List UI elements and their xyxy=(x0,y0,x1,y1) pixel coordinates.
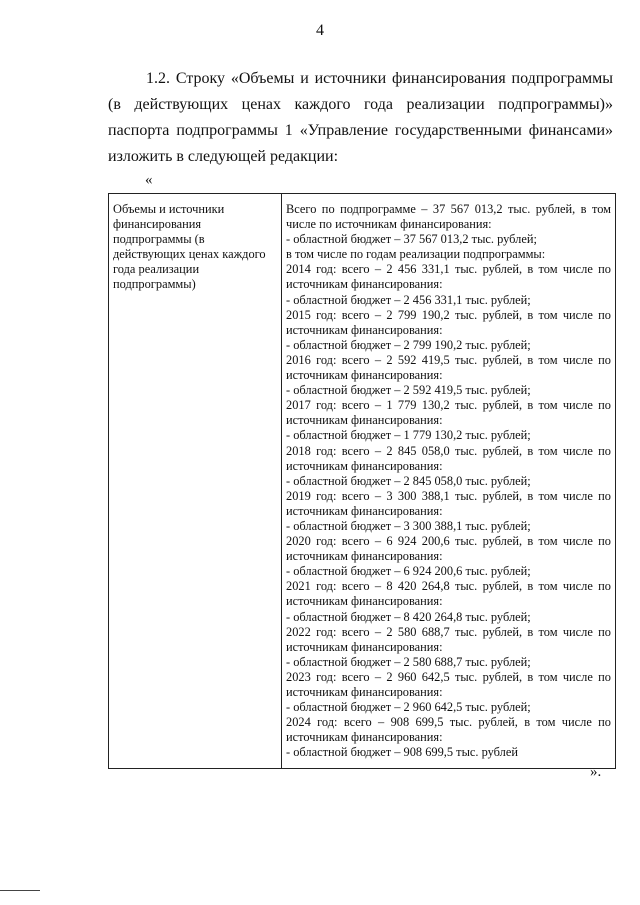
value-line: - областной бюджет – 8 420 264,8 тыс. рублей; xyxy=(286,609,531,624)
value-line: - областной бюджет – 6 924 200,6 тыс. рублей; xyxy=(286,564,531,579)
value-line: 2017 год: всего – 1 779 130,2 тыс. рублей, в том числе по источникам финансирования: xyxy=(286,398,611,428)
value-line: 2018 год: всего – 2 845 058,0 тыс. рублей, в том числе по источникам финансирования: xyxy=(286,443,611,473)
value-line: 2022 год: всего – 2 580 688,7 тыс. рублей, в том числе по источникам финансирования: xyxy=(286,624,611,654)
intro-text: 1.2. Строку «Объемы и источники финансирования подпрограммы (в действующих ценах каждого года реализации подпрограммы)» паспорта подпрограммы 1 «Управление государственными финансами» изложить в следующей редакции: xyxy=(108,70,613,165)
value-line: 2015 год: всего – 2 799 190,2 тыс. рублей, в том числе по источникам финансирования: xyxy=(286,307,611,337)
value-line: в том числе по годам реализации подпрограммы: xyxy=(286,247,546,262)
value-line: 2024 год: всего – 908 699,5 тыс. рублей, в том числе по источникам финансирования: xyxy=(286,715,611,745)
value-line: - областной бюджет – 2 456 331,1 тыс. рублей; xyxy=(286,292,531,307)
value-line: - областной бюджет – 3 300 388,1 тыс. рублей; xyxy=(286,518,531,533)
value-line: 2020 год: всего – 6 924 200,6 тыс. рублей, в том числе по источникам финансирования: xyxy=(286,534,611,564)
value-line: - областной бюджет – 2 799 190,2 тыс. рублей; xyxy=(286,337,531,352)
financing-table xyxy=(108,193,616,769)
row-label-cell xyxy=(109,194,282,769)
value-line: 2021 год: всего – 8 420 264,8 тыс. рублей, в том числе по источникам финансирования: xyxy=(286,579,611,609)
value-line: - областной бюджет – 2 960 642,5 тыс. рублей; xyxy=(286,700,531,715)
value-line: Всего по подпрограмме – 37 567 013,2 тыс. рублей, в том числе по источникам финансирования: xyxy=(286,202,611,232)
row-value-cell xyxy=(282,194,616,769)
value-line: - областной бюджет – 908 699,5 тыс. рублей xyxy=(286,745,518,760)
row-label: Объемы и источники финансирования подпрограммы (в действующих ценах каждого года реализации подпрограммы) xyxy=(113,202,266,292)
value-line: - областной бюджет – 37 567 013,2 тыс. рублей; xyxy=(286,232,537,247)
value-line: 2023 год: всего – 2 960 642,5 тыс. рублей, в том числе по источникам финансирования: xyxy=(286,669,611,699)
footer-divider xyxy=(0,890,40,891)
closing-quote: ». xyxy=(590,764,602,780)
value-line: 2016 год: всего – 2 592 419,5 тыс. рублей, в том числе по источникам финансирования: xyxy=(286,352,611,383)
intro-paragraph xyxy=(108,66,613,170)
table-row xyxy=(109,194,616,769)
opening-quote: « xyxy=(145,172,153,188)
value-line: - областной бюджет – 2 580 688,7 тыс. рублей; xyxy=(286,654,531,669)
value-line: - областной бюджет – 1 779 130,2 тыс. рублей; xyxy=(286,428,531,443)
value-line: 2014 год: всего – 2 456 331,1 тыс. рублей, в том числе по источникам финансирования: xyxy=(286,262,611,292)
value-line: 2019 год: всего – 3 300 388,1 тыс. рублей, в том числе по источникам финансирования: xyxy=(286,488,611,518)
value-line: - областной бюджет – 2 845 058,0 тыс. рублей; xyxy=(286,473,531,488)
page-number: 4 xyxy=(316,22,324,39)
value-line: - областной бюджет – 2 592 419,5 тыс. рублей; xyxy=(286,383,531,398)
